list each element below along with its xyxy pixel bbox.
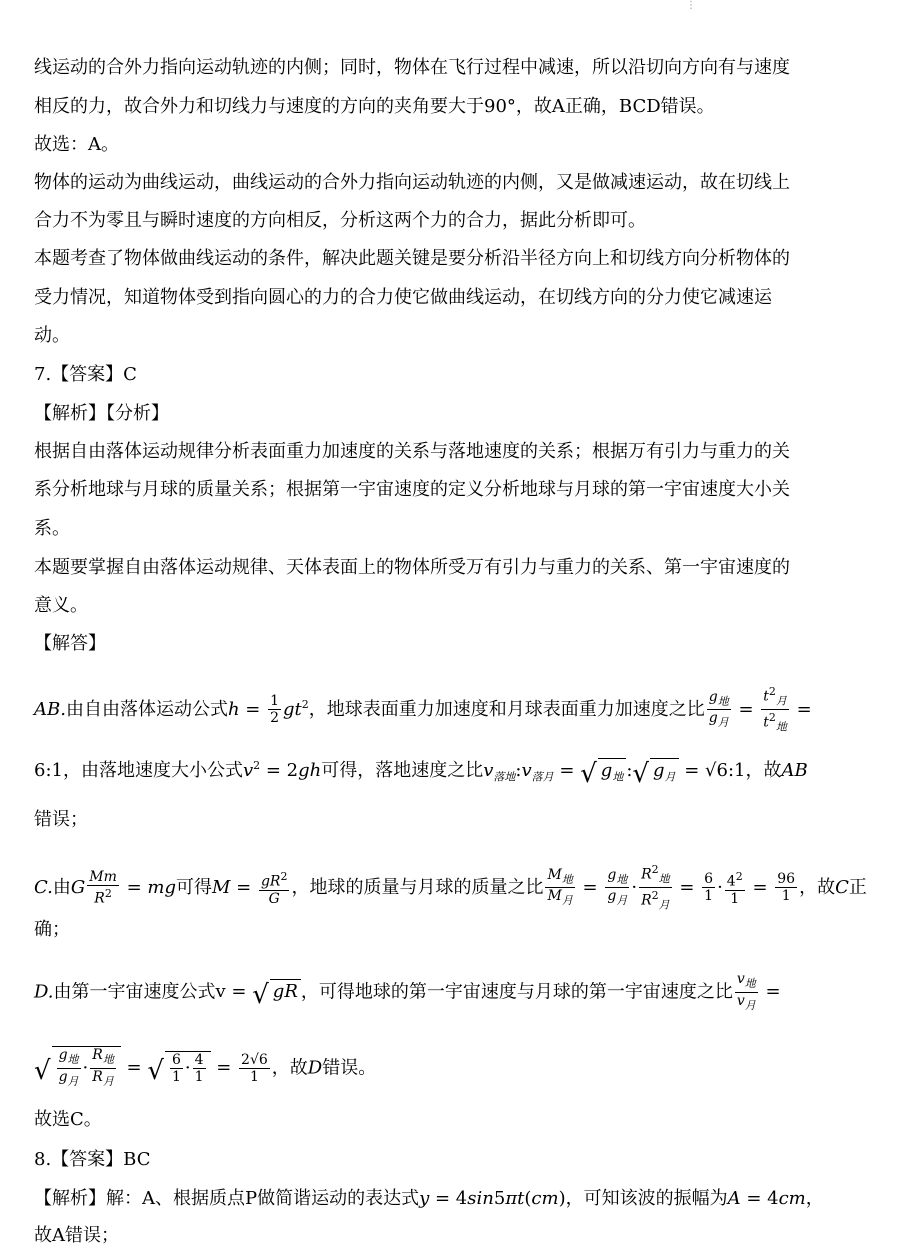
text-span: 【解析】解：A、根据质点P做简谐运动的表达式 [34, 1188, 420, 1209]
formula-v-gr: v = √ gR [216, 981, 301, 1002]
equation-line-c-1 [34, 862, 867, 914]
formula-g-ratio: $\frac{g_地}{g_月}$ = $\frac{t^2_月}{t^2_地}$ = [708, 685, 812, 734]
text-line: 系。 [34, 518, 70, 539]
answer-heading-7: 7.【答案】C [34, 364, 137, 385]
text-span: 由 [52, 876, 71, 898]
text-span: ，可知该波的振幅为 [565, 1188, 728, 1209]
formula-v-ratio: $v_{落地}:v_{落月}$ = √ $g_地$ :√ $g_月$ = √6:1 [483, 759, 746, 789]
text-span: ，可得地球的第一宇宙速度与月球的第一宇宙速度之比 [300, 981, 733, 1003]
text-line: 本题考查了物体做曲线运动的条件，解决此题关键是要分析沿半径方向上和切线方向分析物体的 [34, 248, 790, 269]
text-line: 本题要掌握自由落体运动规律、天体表面上的物体所受万有引力与重力的关系、第一宇宙速度的 [34, 557, 790, 578]
text-span: 正 [848, 876, 867, 898]
equation-line-8 [34, 1187, 824, 1211]
formula-h: h = $\frac{1}{2}$ $gt^2$ [227, 693, 309, 727]
text-line: 意义。 [34, 595, 88, 616]
equation-line-ab-2 [34, 754, 808, 790]
label-ab: AB. [34, 698, 66, 720]
formula-v-ratio-d: $\frac{v_地}{v_月}$ = [736, 971, 781, 1012]
text-span: 可得 [176, 876, 212, 898]
text-span: ，地球表面重力加速度和月球表面重力加速度之比 [308, 698, 705, 720]
formula-sqrt-ratio: √ $\frac{g_地}{g_月}$ · $\frac{R_地}{R_月}$ = √ $\frac{6}{1}$ · $\frac{4}{1}$ = $\frac{2√6}{1}$ [34, 1047, 268, 1088]
formula-y: y = 4sin5πt(cm) [419, 1188, 566, 1209]
text-line: 根据自由落体运动规律分析表面重力加速度的关系与落地速度的关系；根据万有引力与重力的关 [34, 441, 790, 462]
label-c: C. [34, 876, 53, 898]
label-d: D. [34, 981, 54, 1003]
answer-heading-8: 8.【答案】BC [34, 1149, 151, 1170]
formula-amplitude: A = 4cm， [727, 1188, 824, 1209]
solution-heading: 【解答】 [34, 633, 106, 654]
text-span: ，地球的质量与月球的质量之比 [291, 876, 544, 898]
label-ab: AB [781, 760, 808, 781]
text-line: 确； [34, 919, 70, 940]
text-line: 合力不为零且与瞬时速度的方向相反，分析这两个力的合力，据此分析即可。 [34, 210, 646, 231]
formula-mass-ratio: $\frac{M_地}{M_月}$ = $\frac{g_地}{g_月}$ · $\frac{R^2_地}{R^2_月}$ = $\frac{6}{1}$ · $\frac{4^2}{1}$ = $\frac{96}{1}$ [547, 863, 796, 912]
text-line: 相反的力，故合外力和切线力与速度的方向的夹角要大于90°，故A正确，BCD错误。 [34, 96, 715, 117]
text-span: ，故 [745, 760, 782, 781]
equation-line-d-1 [34, 971, 781, 1014]
equation-line-d-2 [34, 1046, 376, 1090]
text-line: 动。 [34, 325, 70, 346]
text-span: ，故 [271, 1057, 308, 1079]
page-marker: ⋮ [686, 0, 696, 11]
text-span: ，故 [799, 876, 836, 898]
text-line: 线运动的合外力指向运动轨迹的内侧；同时，物体在飞行过程中减速，所以沿切向方向有与速度 [34, 57, 790, 78]
label-d: D [307, 1057, 323, 1079]
formula-mass: M = $\frac{gR^2}{G}$ [212, 870, 288, 907]
text-line: 故A错误； [34, 1225, 119, 1246]
text-span: 6:1，由落地速度大小公式 [34, 760, 243, 781]
equation-line-ab-1 [34, 684, 812, 736]
text-line: 故选：A。 [34, 134, 119, 155]
analysis-heading: 【解析】【分析】 [34, 403, 169, 424]
text-line: 错误； [34, 809, 88, 830]
text-line: 故选C。 [34, 1109, 102, 1130]
formula-v2: $v^2 = 2gh$ [242, 759, 322, 781]
text-line: 物体的运动为曲线运动，曲线运动的合外力指向运动轨迹的内侧，又是做减速运动，故在切线上 [34, 172, 790, 193]
text-span: 错误。 [322, 1057, 377, 1079]
text-line: 系分析地球与月球的质量关系；根据第一宇宙速度的定义分析地球与月球的第一宇宙速度大小关 [34, 479, 790, 500]
text-line: 受力情况，知道物体受到指向圆心的力的合力使它做曲线运动，在切线方向的分力使它减速运 [34, 287, 772, 308]
text-span: 可得，落地速度之比 [321, 760, 484, 781]
formula-gravitation: G $\frac{Mm}{R^2}$ = mg [70, 869, 176, 907]
text-span: 由自由落体运动公式 [65, 698, 228, 720]
text-span: 由第一宇宙速度公式 [53, 981, 216, 1003]
label-c: C [835, 876, 849, 898]
